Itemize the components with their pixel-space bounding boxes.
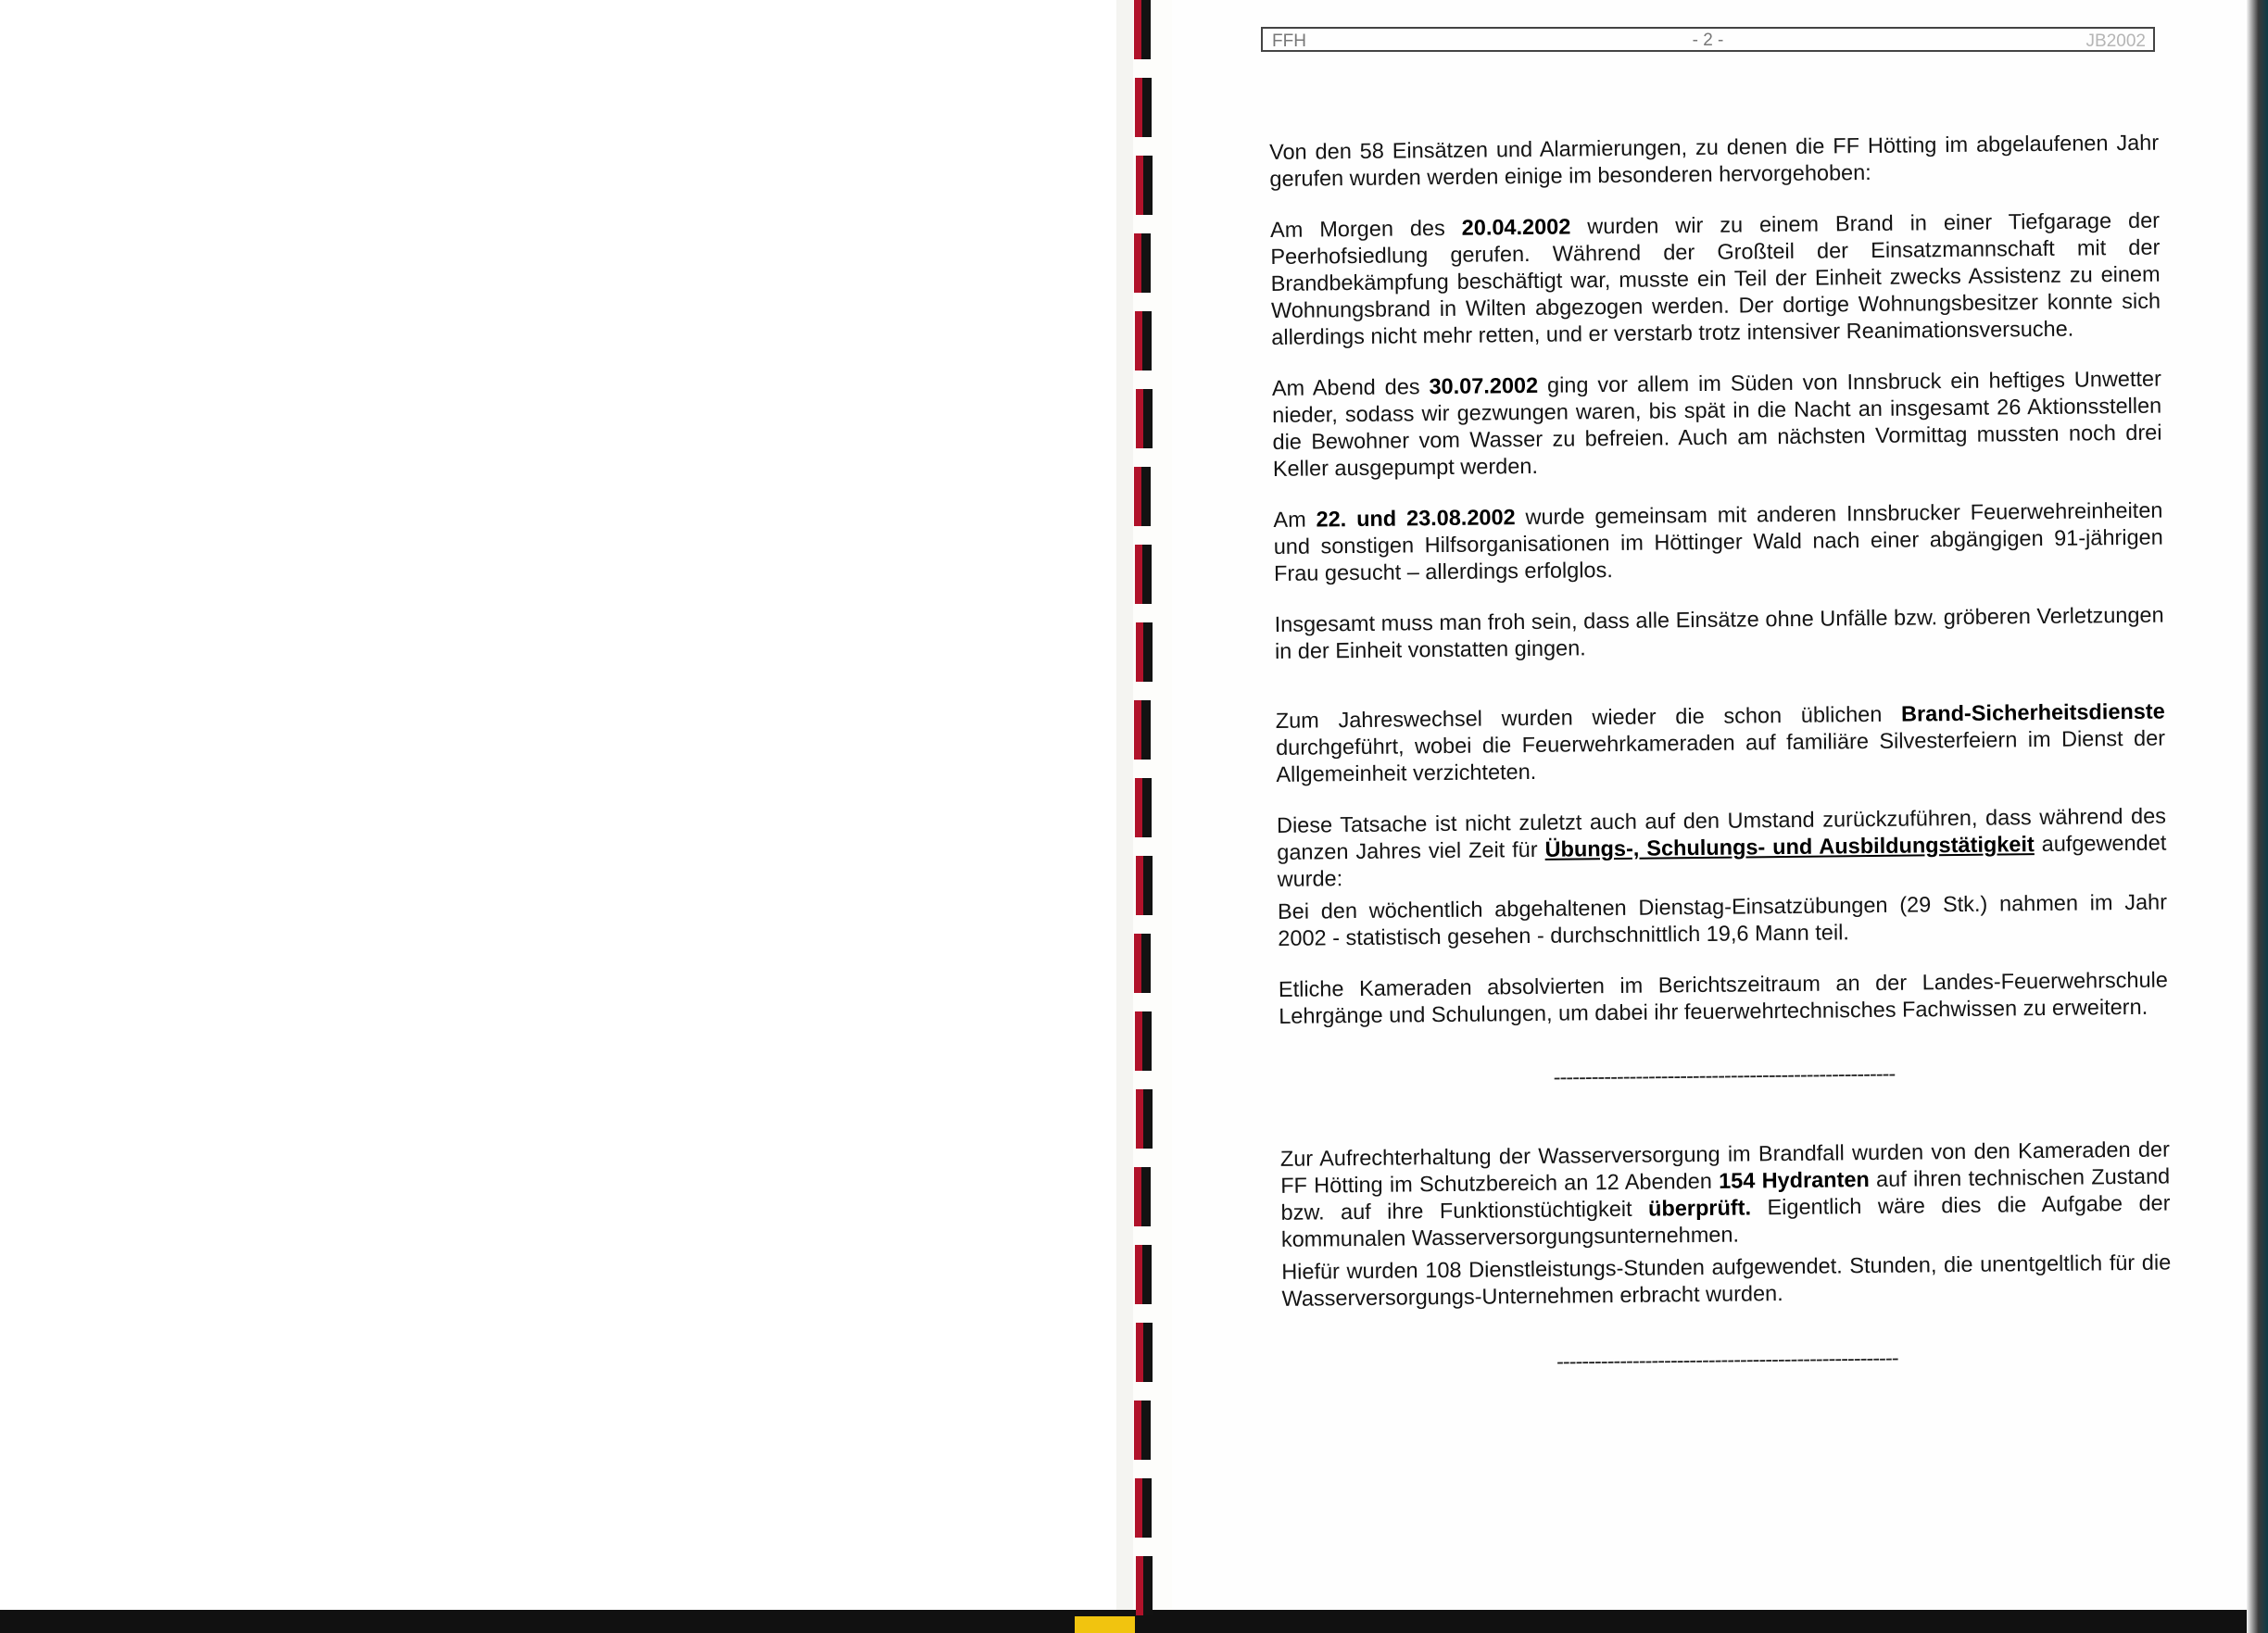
coil-red-segment [1136,1323,1143,1382]
coil-red-segment [1134,1167,1141,1226]
left-page-blank [0,0,1126,1616]
binding-coil [1136,389,1153,448]
paragraph-uebungen [1277,803,2167,893]
text-run: ging vor allem im Süden von Innsbruck ein heftiges Unwetter nieder, sodass wir gezwungen waren, bis spät in die Nacht an insgesamt 26 Aktionsstellen die Bewohner vom Wasser zu befreien. Auch am nächsten Vormittag mussten noch drei Keller ausgepumpt werden. [1272,366,2162,481]
coil-black-segment [1143,156,1153,215]
binding-coil [1135,545,1152,604]
coil-black-segment [1141,1167,1151,1226]
coil-black-segment [1141,0,1151,59]
coil-black-segment [1141,467,1151,526]
coil-red-segment [1135,1011,1142,1071]
date-highlight: 22. und 23.08.2002 [1316,505,1516,532]
text-run: auf ihren technischen Zustand bzw. auf ihre Funktionstüchtigkeit [1280,1163,2171,1225]
paragraph-jahreswechsel [1276,698,2166,788]
bold-term: 154 Hydranten [1718,1167,1870,1193]
coil-red-segment [1136,389,1143,448]
binding-coil [1135,1478,1152,1538]
paragraph-unwetter [1272,366,2162,483]
text-run: wurden wir zu einem Brand in einer Tiefgarage der Peerhofsiedlung gerufen. Während der Großteil der Einsatzmannschaft mit der Brandbekämpfung beschäftigt war, musste ein Teil der Einheit zwecks Assistenz zu einem Wohnungsbrand in Wilten abgezogen werden. Der dortige Wohnungsbesitzer konnte sich allerdings nicht mehr retten, und er verstarb trotz intensiver Reanimationsversuche. [1270,207,2161,349]
page-body [1269,130,2172,1378]
spiral-binding [1132,0,1171,1616]
paragraph-suche [1273,497,2163,587]
binding-coil [1134,1167,1151,1226]
coil-black-segment [1142,778,1152,837]
text-run: Zum Jahreswechsel wurden wieder die schon üblichen [1275,701,1902,733]
coil-black-segment [1141,700,1151,760]
coil-black-segment [1141,934,1151,993]
yellow-page-edge [1075,1616,1135,1633]
coil-red-segment [1136,622,1143,682]
paragraph-stunden: Hiefür wurden 108 Dienstleistungs-Stunden aufgewendet. Stunden, die unentgeltlich für die Wasserversorgungs-Unternehmen erbracht wurden. [1281,1250,2172,1311]
coil-black-segment [1142,1478,1152,1538]
coil-red-segment [1136,856,1143,915]
date-highlight: 30.07.2002 [1429,372,1539,399]
paragraph-summary: Insgesamt muss man froh sein, dass alle Einsätze ohne Unfälle bzw. gröberen Verletzungen in der Einheit vonstatten gingen. [1274,602,2164,663]
coil-red-segment [1135,1478,1142,1538]
coil-black-segment [1142,1245,1152,1304]
coil-black-segment [1142,545,1152,604]
bold-term: überprüft. [1647,1195,1752,1221]
coil-black-segment [1141,233,1151,293]
binding-coil [1136,622,1153,682]
text-run: Diese Tatsache ist nicht zuletzt auch auf den Umstand zurückzuführen, dass während des ganzen Jahres viel Zeit für [1276,803,2167,864]
coil-red-segment [1135,545,1142,604]
coil-red-segment [1135,311,1142,371]
binding-coil [1134,0,1151,59]
separator-line: ------------------------------------------------------ [1553,1061,1896,1089]
paragraph-lehrgaenge: Etliche Kameraden absolvierten im Berichtszeitraum an der Landes-Feuerwehrschule Lehrgänge und Schulungen, um dabei ihr feuerwehrtechnisches Fachwissen zu erweitern. [1278,967,2169,1028]
binding-coil [1135,1245,1152,1304]
coil-red-segment [1135,78,1142,137]
page-number: - 2 - [1692,31,1724,50]
header-right-label: JB2002 [2085,31,2146,51]
coil-red-segment [1136,156,1143,215]
text-run: Zur Aufrechterhaltung der Wasserversorgung im Brandfall wurden von den Kameraden der FF Hötting im Schutzbereich an 12 Abenden [1279,1137,2170,1198]
binding-coil [1135,78,1152,137]
text-run: Am Abend des [1271,374,1430,400]
text-run: wurde gemeinsam mit anderen Innsbrucker Feuerwehreinheiten und sonstigen Hilfsorganisationen im Höttinger Wald nach einer abgängigen 91-jährigen Frau gesucht – allerdings erfolglos. [1273,497,2163,585]
page-header [1261,27,2155,52]
header-left-label: FFH [1272,31,1306,51]
text-run: Am [1273,507,1317,532]
coil-red-segment [1134,0,1141,59]
date-highlight: 20.04.2002 [1461,214,1571,240]
coil-red-segment [1134,467,1141,526]
binding-coil [1136,1089,1153,1149]
coil-red-segment [1134,700,1141,760]
binding-coil [1136,1556,1153,1615]
coil-red-segment [1135,1245,1142,1304]
coil-black-segment [1143,1556,1153,1615]
binding-coil [1134,233,1151,293]
bold-term: Brand-Sicherheitsdienste [1900,698,2165,726]
paragraph-intro: Von den 58 Einsätzen und Alarmierungen, zu denen die FF Hötting im abgelaufenen Jahr gerufen wurden werden einige im besonderen hervorgehoben: [1269,130,2160,191]
binding-coil [1135,778,1152,837]
paragraph-hydranten [1280,1137,2171,1253]
binding-coil [1136,156,1153,215]
coil-red-segment [1134,233,1141,293]
coil-red-segment [1134,934,1141,993]
coil-black-segment [1143,856,1153,915]
left-page-edge [1116,0,1133,1616]
coil-red-segment [1136,1556,1143,1615]
binding-coil [1134,1401,1151,1460]
paragraph-tiefgarage [1270,207,2161,351]
binding-coil [1136,1323,1153,1382]
text-run: Eigentlich wäre dies die Aufgabe der kommunalen Wasserversorgungsunternehmen. [1280,1190,2171,1251]
scanner-right-border [2247,0,2268,1633]
paragraph-dienstag: Bei den wöchentlich abgehaltenen Dienstag-Einsatzübungen (29 Stk.) nahmen im Jahr 2002 - statistisch gesehen - durchschnittlich 19,6 Mann teil. [1277,889,2168,950]
coil-red-segment [1134,1401,1141,1460]
coil-red-segment [1136,1089,1143,1149]
binding-coil [1136,856,1153,915]
binding-coil [1135,311,1152,371]
coil-black-segment [1142,311,1152,371]
coil-black-segment [1143,389,1153,448]
binding-coil [1134,700,1151,760]
underlined-term: Übungs-, Schulungs- und Ausbildungstätigkeit [1544,832,2035,861]
binding-coil [1135,1011,1152,1071]
coil-black-segment [1143,1323,1153,1382]
binding-coil [1134,467,1151,526]
text-run: durchgeführt, wobei die Feuerwehrkameraden auf familiäre Silvesterfeiern im Dienst der Allgemeinheit verzichteten. [1275,725,2166,786]
coil-black-segment [1141,1401,1151,1460]
text-run: aufgewendet wurde: [1277,830,2167,891]
coil-black-segment [1143,1089,1153,1149]
coil-black-segment [1142,78,1152,137]
coil-red-segment [1135,778,1142,837]
separator-line: ------------------------------------------------------ [1556,1345,1898,1374]
coil-black-segment [1143,622,1153,682]
text-run: Am Morgen des [1269,215,1462,242]
binding-coil [1134,934,1151,993]
coil-black-segment [1142,1011,1152,1071]
